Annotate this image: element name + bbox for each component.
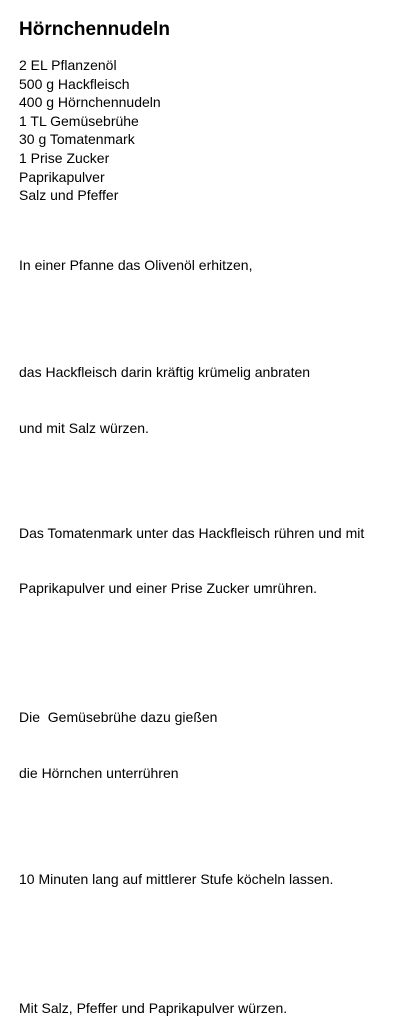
ingredient-item: Salz und Pfeffer — [19, 187, 119, 204]
instruction-step-5 — [19, 833, 414, 926]
step-line: Das Tomatenmark unter das Hackfleisch rühren und mit — [19, 524, 365, 541]
ingredient-item: 1 Prise Zucker — [19, 149, 110, 166]
instruction-step-6 — [19, 962, 414, 1016]
ingredient-item: 400 g Hörnchennudeln — [19, 94, 161, 111]
step-line: 10 Minuten lang auf mittlerer Stufe köcheln lassen. — [19, 871, 334, 888]
instruction-step-3 — [19, 486, 414, 635]
recipe-document — [19, 18, 414, 1016]
ingredient-list — [19, 56, 414, 205]
step-line: die Hörnchen unterrühren — [19, 765, 179, 782]
step-line: und mit Salz würzen. — [19, 419, 149, 436]
recipe-title: Hörnchennudeln — [19, 19, 170, 40]
ingredient-item: 500 g Hackfleisch — [19, 75, 130, 92]
ingredient-item: 30 g Tomatenmark — [19, 131, 135, 148]
instruction-step-4 — [19, 671, 414, 820]
ingredient-item: Paprikapulver — [19, 168, 105, 185]
step-line: das Hackfleisch darin kräftig krümelig anbraten — [19, 363, 311, 380]
instruction-step-1 — [19, 219, 414, 312]
step-line: Paprikapulver und einer Prise Zucker umrühren. — [19, 580, 318, 597]
ingredient-item: 2 EL Pflanzenöl — [19, 57, 117, 73]
step-line: Die Gemüsebrühe dazu gießen — [19, 709, 218, 726]
instruction-step-2 — [19, 326, 414, 475]
ingredient-item: 1 TL Gemüsebrühe — [19, 112, 139, 129]
step-line: Mit Salz, Pfeffer und Paprikapulver würzen. — [19, 1000, 288, 1016]
step-line: In einer Pfanne das Olivenöl erhitzen, — [19, 256, 253, 273]
